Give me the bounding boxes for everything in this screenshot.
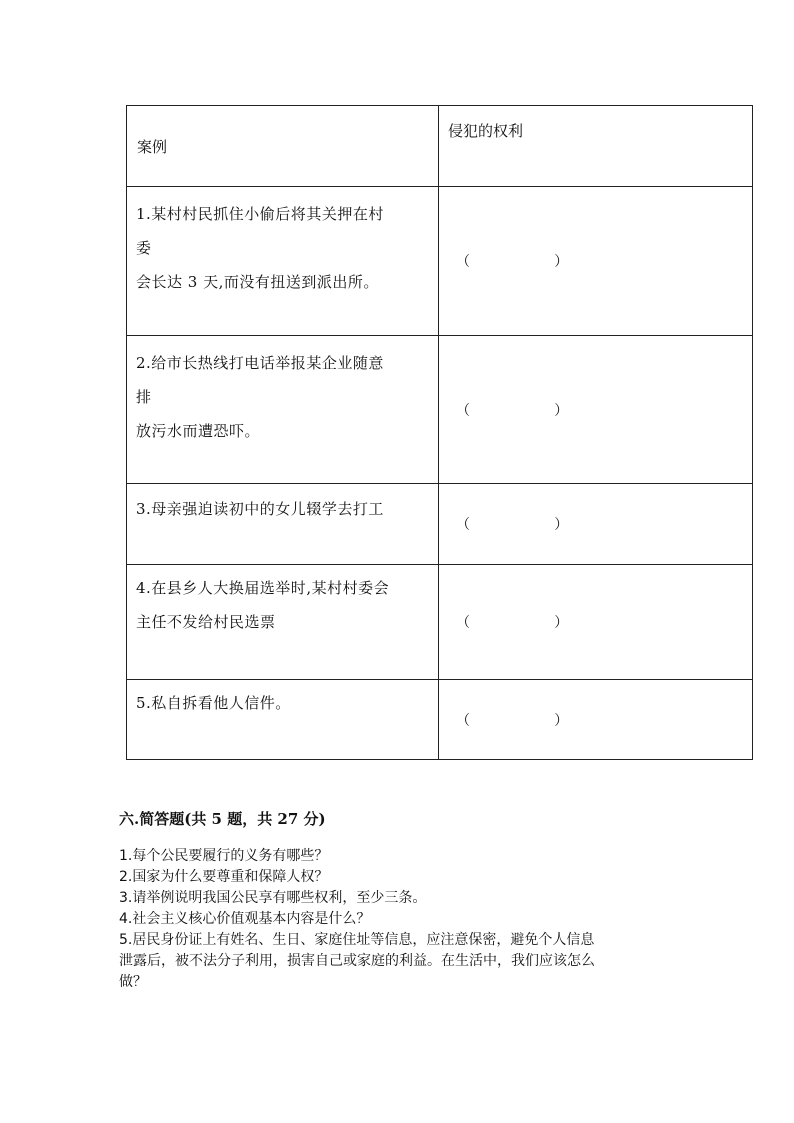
question-item: 5.居民身份证上有姓名、生日、家庭住址等信息，应注意保密，避免个人信息 <box>119 932 595 948</box>
answer-cell[interactable] <box>439 187 753 336</box>
case-text-cell <box>127 484 439 565</box>
question-item: 4.社会主义核心价值观基本内容是什么？ <box>119 911 371 927</box>
case-rights-table <box>126 105 753 760</box>
table-row <box>127 187 753 336</box>
question-item: 1.每个公民要履行的义务有哪些？ <box>119 848 329 864</box>
table-row <box>127 565 753 680</box>
case-line: 5.私自拆看他人信件。 <box>136 694 291 712</box>
header-right-cell <box>439 106 753 187</box>
case-text-cell <box>127 565 439 680</box>
answer-blank[interactable]: （ ） <box>456 402 569 419</box>
table-row <box>127 484 753 565</box>
header-case-cell <box>127 106 439 187</box>
answer-cell[interactable] <box>439 336 753 484</box>
case-line: 3.母亲强迫读初中的女儿辍学去打工 <box>136 500 384 518</box>
header-right-label: 侵犯的权利 <box>448 122 524 140</box>
answer-blank[interactable]: （ ） <box>456 517 569 533</box>
section-title: 六.简答题(共 5 题，共 27 分) <box>119 810 326 828</box>
case-text-cell <box>127 187 439 336</box>
question-item: 做？ <box>119 974 147 990</box>
case-text-cell <box>127 680 439 760</box>
answer-blank[interactable]: （ ） <box>456 712 569 729</box>
case-line: 2.给市长热线打电话举报某企业随意 <box>136 354 384 372</box>
case-line: 1.某村村民抓住小偷后将其关押在村 <box>136 205 384 223</box>
answer-cell[interactable] <box>439 484 753 565</box>
table-header-row <box>127 106 753 187</box>
answer-cell[interactable] <box>439 680 753 760</box>
case-text-cell <box>127 336 439 484</box>
question-list <box>119 846 679 993</box>
answer-blank[interactable]: （ ） <box>456 254 569 270</box>
case-line: 放污水而遭恐吓。 <box>136 422 261 440</box>
case-line: 主任不发给村民选票 <box>136 613 276 631</box>
question-item: 3.请举例说明我国公民享有哪些权利，至少三条。 <box>119 890 427 906</box>
question-item: 2.国家为什么要尊重和保障人权？ <box>119 869 329 885</box>
table-row <box>127 336 753 484</box>
case-line: 排 <box>136 388 152 406</box>
case-line: 委 <box>136 239 152 257</box>
answer-blank[interactable]: （ ） <box>456 615 569 631</box>
case-line: 4.在县乡人大换届选举时,某村村委会 <box>136 579 390 597</box>
header-case-label: 案例 <box>137 138 168 156</box>
question-item: 泄露后，被不法分子利用，损害自己或家庭的利益。在生活中，我们应该怎么 <box>119 953 595 969</box>
case-line: 会长达 3 天,而没有扭送到派出所。 <box>136 273 379 291</box>
table-row <box>127 680 753 760</box>
answer-cell[interactable] <box>439 565 753 680</box>
